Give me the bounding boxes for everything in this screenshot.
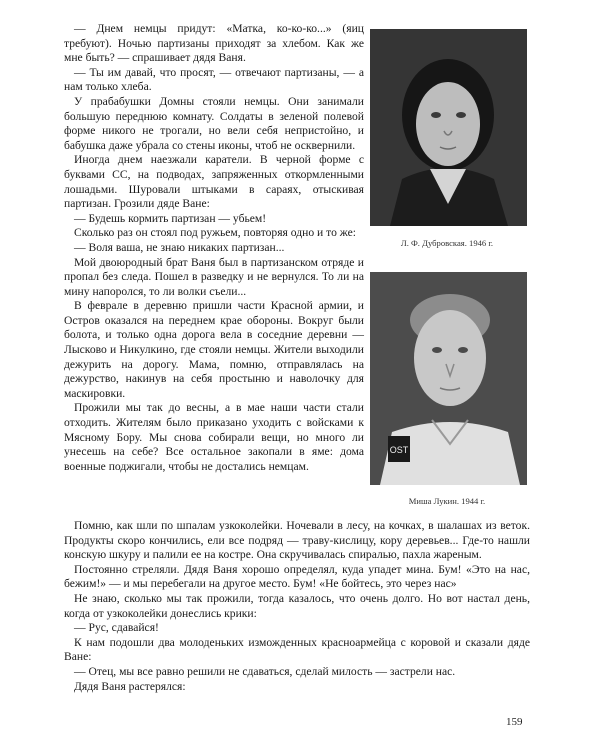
photo-caption-1: Л. Ф. Дубровская. 1946 г. (400, 238, 494, 248)
paragraph: Не знаю, сколько мы так прожили, тогда казалось, что очень долго. Но вот настал день, когда от узкоколейки донеслись крики: (64, 591, 530, 620)
paragraph: В феврале в деревню пришли части Красной армии, и Остров оказался на переднем крае обороны. Вокруг были болота, и только одна дорога вела в соседние деревни — Лысково и Никулкино, где стояли немцы. Жители выходили дежурить на дорогу. Мама, помню, отправлялась на дежурство, накинув на себя простыню и наволочку для маскировки. (64, 299, 364, 400)
portrait-woman-image (370, 29, 527, 226)
paragraph: — Воля ваша, не знаю никаких партизан... (74, 240, 285, 254)
paragraph: Сколько раз он стоял под ружьем, повторяя одно и то же: (74, 226, 356, 240)
paragraph: Помню, как шли по шпалам узкоколейки. Ночевали в лесу, на кочках, в шалашах из веток. Продукты скоро кончились, ели все подряд — траву-кислицу, кору деревьев... Где-то нашли конскую шкуру и палили ее на костре. Она скручивалась спиралью, пахла жареным. (64, 519, 530, 562)
portrait-boy-image (370, 272, 527, 485)
paragraph: Дядя Ваня растерялся: (74, 679, 186, 693)
full-width-text-column (64, 519, 530, 694)
paragraph: Мой двоюродный брат Ваня был в партизанском отряде и пропал без следа. Пошел в разведку и не вернулся. То ли на мину напоролся, то ли волки съели... (64, 255, 364, 298)
left-text-column (64, 22, 364, 474)
portrait-photo-woman (370, 29, 527, 226)
paragraph: — Будешь кормить партизан — убьем! (74, 211, 267, 225)
ost-badge-text: OST (389, 445, 409, 455)
paragraph: Постоянно стреляли. Дядя Ваня хорошо определял, куда упадет мина. Бум! «Это на нас, бежим!» — и мы перебегали на другое место. Бум! «Не бойтесь, это через нас» (64, 562, 530, 591)
paragraph: — Отец, мы все равно решили не сдаваться, сделай милость — застрели нас. (74, 664, 456, 678)
paragraph: — Рус, сдавайся! (74, 621, 159, 635)
paragraph: Иногда днем наезжали каратели. В черной форме с буквами СС, на подводах, запряженных откормленными лошадьми. Шуровали штыками в сараях, отыскивая партизан. Грозили дяде Ване: (64, 153, 364, 211)
page-number: 159 (506, 716, 523, 728)
paragraph: У прабабушки Домны стояли немцы. Они занимали большую переднюю комнату. Солдаты в зеленой полевой форме никого не трогали, но вели себя непристойно, и бабушка даже убрала со стены иконы, чтоб не осквернили. (64, 94, 364, 152)
paragraph: К нам подошли два молоденьких изможденных красноармейца с коровой и сказали дяде Ване: (64, 635, 530, 664)
photo-caption-2: Миша Лукин. 1944 г. (408, 496, 486, 506)
paragraph: — Ты им давай, что просят, — отвечают партизаны, — а нам только хлеба. (64, 65, 364, 94)
paragraph: — Днем немцы придут: «Матка, ко-ко-ко...» (яиц требуют). Ночью партизаны приходят за хлебом. Как же мне быть? — спрашивает дядя Ваня. (64, 22, 364, 65)
portrait-photo-boy (370, 272, 527, 485)
paragraph: Прожили мы так до весны, а в мае наши части стали отходить. Жителям было приказано уходить с войсками к Мясному Бору. Мы снова собирали вещи, но много ли унесешь на себе? Все остальное закопали в яме: дома военные поджигали, чтобы не достались немцам. (64, 401, 364, 473)
